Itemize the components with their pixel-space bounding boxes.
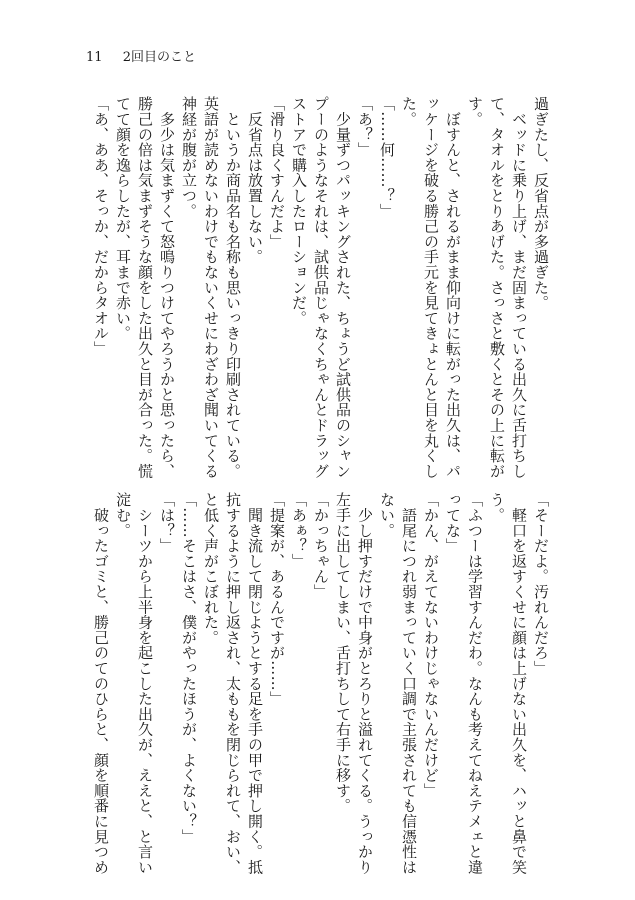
upper-line: ベッドに乗り上げ、まだ固まっている出久に舌打ちし [510,96,528,479]
lower-line: 「かん、がえてないわけじゃないんだけど」 [422,492,440,798]
upper-line: 反省点は放置しない。 [246,96,264,265]
upper-line: 「あ？」 [356,96,374,158]
lower-line: 淀む。 [114,492,132,538]
lower-line: 「提案が、あるんですが……」 [268,492,286,707]
upper-line: 勝己の倍は気まずそうな顔をした出久と目が合った。慌 [136,96,154,479]
upper-line: 「滑り良くすんだよ」 [268,96,286,249]
upper-line: 過ぎたし、反省点が多過ぎた。 [532,96,550,311]
lower-line: シーツから上半身を起こした出久が、ええと、と言い [136,492,154,875]
upper-line: て、タオルをとりあげた。さっさと敷くとその上に転が [488,96,506,479]
upper-line: す。 [466,96,484,127]
upper-line: 多少は気まずくて怒鳴りつけてやろうかと思ったら、 [158,96,176,479]
upper-line: 神経が腹が立つ。 [180,96,198,219]
lower-line: 「あぁ？」 [290,492,308,569]
lower-line: と低く声がこぼれた。 [202,492,220,645]
lower-line: 少し押すだけで中身がとろりと溢れてくる。うっかり [356,492,374,875]
lower-line: ってな」 [444,492,462,554]
upper-line: 英語が読めないわけでもないくせにわざわざ聞いてくる [202,96,220,479]
lower-line: 抗するように押し返され、太ももを閉じられて、おい、 [224,492,242,875]
upper-line: てて顔を逸らしたが、耳まで赤い。 [114,96,132,341]
lower-line: う。 [488,492,506,523]
upper-line: というか商品名も名称も思いっきり印刷されている。 [224,96,242,479]
lower-line: 「ふつーは学習すんだわ。なんも考えてねえテメェと違 [466,492,484,875]
lower-line: 軽口を返すくせに顔は上げない出久を、ハッと鼻で笑 [510,492,528,875]
upper-line: ぼすんと、されるがまま仰向けに転がった出久は、パ [444,96,462,479]
running-header [86,46,196,65]
upper-line: 少量ずつパッキングされた、ちょうど試供品のシャン [334,96,352,479]
lower-line: 「かっちゃん」 [312,492,330,600]
upper-line: ストアで購入したローションだ。 [290,96,308,326]
page-number: 11 [86,50,103,65]
upper-line: 「あ、ああ、そっか、だからタオル」 [92,96,110,357]
lower-line: 聞き流して閉じようとする足を手の甲で押し開く。抵 [246,492,264,875]
lower-line: 左手に出してしまい、舌打ちして右手に移す。 [334,492,352,814]
lower-line: 破ったゴミと、勝己のてのひらと、顔を順番に見つめ [92,492,110,875]
upper-line: 「……何……？」 [378,96,396,219]
lower-line: 「そーだよ。汚れんだろ」 [532,492,550,676]
chapter-title: 2回目のこと [122,50,196,65]
lower-line: 「……そこはさ、僕がやったほうが、よくない？」 [180,492,198,844]
upper-line: プーのようなそれは、試供品じゃなくちゃんとドラッグ [312,96,330,479]
upper-line: ッケージを破る勝己の手元を見てきょとんと目を丸くし [422,96,440,479]
lower-line: ない。 [378,492,396,538]
lower-line: 「は？」 [158,492,176,554]
lower-line: 語尾につれ弱まっていく口調で主張されても信憑性は [400,492,418,875]
upper-line: た。 [400,96,418,127]
